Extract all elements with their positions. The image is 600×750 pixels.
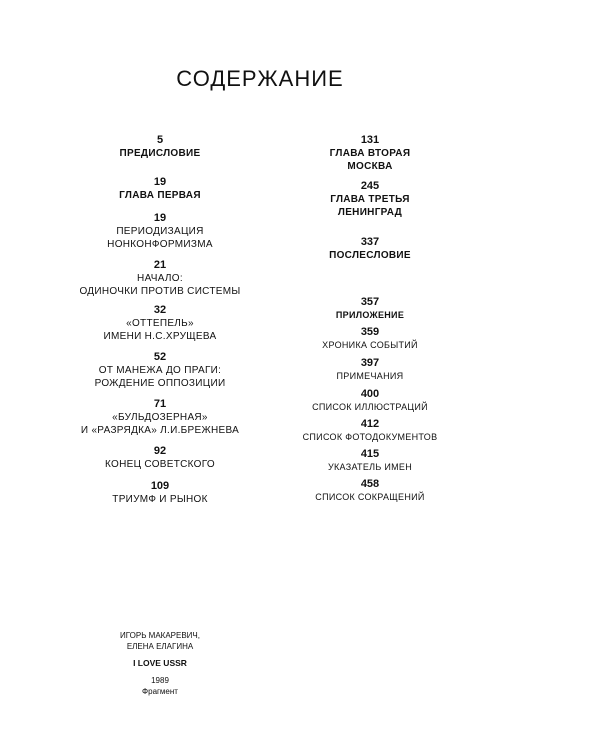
toc-label: МОСКВА <box>347 161 393 172</box>
toc-label: ПРИЛОЖЕНИЕ <box>335 310 405 320</box>
toc-label: СПИСОК ИЛЛЮСТРАЦИЙ <box>312 402 428 412</box>
toc-page-number: 5 <box>156 134 164 146</box>
toc-label: СПИСОК СОКРАЩЕНИЙ <box>315 492 425 502</box>
toc-entry[interactable] <box>70 212 250 251</box>
toc-label: ХРОНИКА СОБЫТИЙ <box>322 340 418 350</box>
toc-label: УКАЗАТЕЛЬ ИМЕН <box>327 462 413 472</box>
toc-label: ГЛАВА ВТОРАЯ <box>329 148 411 159</box>
toc-entry[interactable] <box>70 351 250 390</box>
toc-label: КОНЕЦ СОВЕТСКОГО <box>105 459 215 470</box>
toc-page-number: 52 <box>153 351 167 363</box>
page-title: СОДЕРЖАНИЕ <box>176 66 344 91</box>
toc-entry[interactable] <box>70 134 250 160</box>
toc-entry[interactable] <box>70 259 250 298</box>
toc-entry[interactable] <box>295 418 445 444</box>
toc-page-number: 19 <box>153 176 167 188</box>
toc-label: ГЛАВА ТРЕТЬЯ <box>330 194 410 205</box>
toc-label: ИМЕНИ Н.С.ХРУЩЕВА <box>103 331 217 342</box>
toc-entry[interactable] <box>295 180 445 219</box>
toc-label: ОДИНОЧКИ ПРОТИВ СИСТЕМЫ <box>79 286 241 297</box>
toc-entry[interactable] <box>295 134 445 173</box>
toc-entry[interactable] <box>70 176 250 202</box>
toc-label: «БУЛЬДОЗЕРНАЯ» <box>112 412 208 423</box>
toc-label: ПОСЛЕСЛОВИЕ <box>329 250 411 261</box>
toc-page-number: 415 <box>360 448 380 460</box>
toc-page-number: 397 <box>360 357 380 369</box>
toc-entry[interactable] <box>295 326 445 352</box>
toc-page-number: 71 <box>153 398 167 410</box>
toc-label: НАЧАЛО: <box>137 273 183 284</box>
toc-page-number: 92 <box>153 445 167 457</box>
toc-entry[interactable] <box>295 236 445 262</box>
toc-page-number: 21 <box>153 259 167 271</box>
toc-entry[interactable] <box>295 357 445 383</box>
book-title: I LOVE USSR <box>133 658 187 668</box>
author-line: ЕЛЕНА ЕЛАГИНА <box>126 642 194 651</box>
year: 1989 <box>151 676 169 685</box>
toc-page-number: 245 <box>360 180 380 192</box>
toc-label: ОТ МАНЕЖА ДО ПРАГИ: <box>98 365 222 376</box>
toc-label: ЛЕНИНГРАД <box>337 207 403 218</box>
toc-page-number: 337 <box>360 236 380 248</box>
toc-label: РОЖДЕНИЕ ОППОЗИЦИИ <box>94 378 226 389</box>
toc-label: ПЕРИОДИЗАЦИЯ <box>116 226 204 237</box>
credits <box>80 630 240 697</box>
toc-label: СПИСОК ФОТОДОКУМЕНТОВ <box>302 432 438 442</box>
toc-page-number: 412 <box>360 418 380 430</box>
toc-label: ГЛАВА ПЕРВАЯ <box>119 190 201 201</box>
toc-label: ТРИУМФ И РЫНОК <box>112 494 208 505</box>
toc-page-number: 32 <box>153 304 167 316</box>
toc-page-number: 131 <box>360 134 380 146</box>
toc-entry[interactable] <box>70 445 250 471</box>
toc-entry[interactable] <box>70 480 250 506</box>
toc-entry[interactable] <box>70 304 250 343</box>
toc-label: ПРИМЕЧАНИЯ <box>336 371 404 381</box>
toc-entry[interactable] <box>295 388 445 414</box>
toc-page-number: 109 <box>150 480 170 492</box>
toc-entry[interactable] <box>295 478 445 504</box>
toc-page-number: 400 <box>360 388 380 400</box>
toc-entry[interactable] <box>295 448 445 474</box>
toc-label: И «РАЗРЯДКА» Л.И.БРЕЖНЕВА <box>80 425 240 436</box>
toc-page-number: 458 <box>360 478 380 490</box>
toc-label: «ОТТЕПЕЛЬ» <box>126 318 194 329</box>
fragment-note: Фрагмент <box>142 687 178 696</box>
toc-label: НОНКОНФОРМИЗМА <box>107 239 213 250</box>
toc-page-number: 359 <box>360 326 380 338</box>
toc-label: ПРЕДИСЛОВИЕ <box>119 148 201 159</box>
toc-page-number: 19 <box>153 212 167 224</box>
author-line: ИГОРЬ МАКАРЕВИЧ, <box>120 631 200 640</box>
toc-entry[interactable] <box>295 296 445 322</box>
toc-page-number: 357 <box>360 296 380 308</box>
toc-entry[interactable] <box>70 398 250 437</box>
